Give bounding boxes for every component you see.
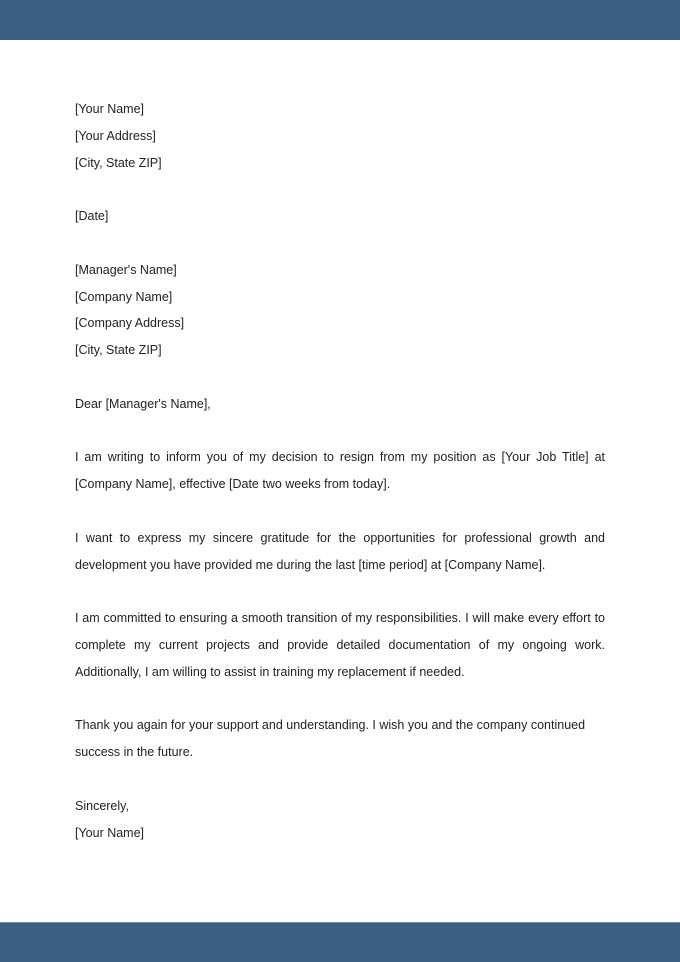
closing: Sincerely, [75, 798, 129, 813]
paragraph-resignation: I am writing to inform you of my decision to resign from my position as [Your Job Title] at [Company Name], effective [Date two weeks from today]. [75, 450, 605, 492]
sender-name: [Your Name] [75, 102, 145, 116]
recipient-company-address: [Company Address] [75, 316, 185, 331]
paragraph-transition: I am committed to ensuring a smooth transition of my responsibilities. I will make every effort to complete my current projects and provide detailed documentation of my ongoing work. Additionally, I am willing to assist in training my replacement if needed. [75, 611, 605, 679]
recipient-block [75, 257, 605, 364]
paragraph-thanks: Thank you again for your support and understanding. I wish you and the company continued success in the future. [75, 718, 586, 760]
header-band [0, 0, 680, 40]
salutation: Dear [Manager's Name], [75, 396, 211, 411]
sender-city-state-zip: [City, State ZIP] [75, 155, 162, 170]
footer-band [0, 922, 680, 962]
sender-block [75, 96, 605, 176]
signature: [Your Name] [75, 825, 145, 840]
letter-date: [Date] [75, 209, 109, 224]
paragraph-gratitude: I want to express my sincere gratitude for the opportunities for professional growth and development you have provided me during the last [time period] at [Company Name]. [75, 530, 605, 572]
letter-body [75, 96, 605, 846]
recipient-city-state-zip: [City, State ZIP] [75, 343, 162, 358]
recipient-company-name: [Company Name] [75, 289, 173, 304]
sender-address: [Your Address] [75, 128, 156, 143]
recipient-manager-name: [Manager's Name] [75, 262, 177, 277]
